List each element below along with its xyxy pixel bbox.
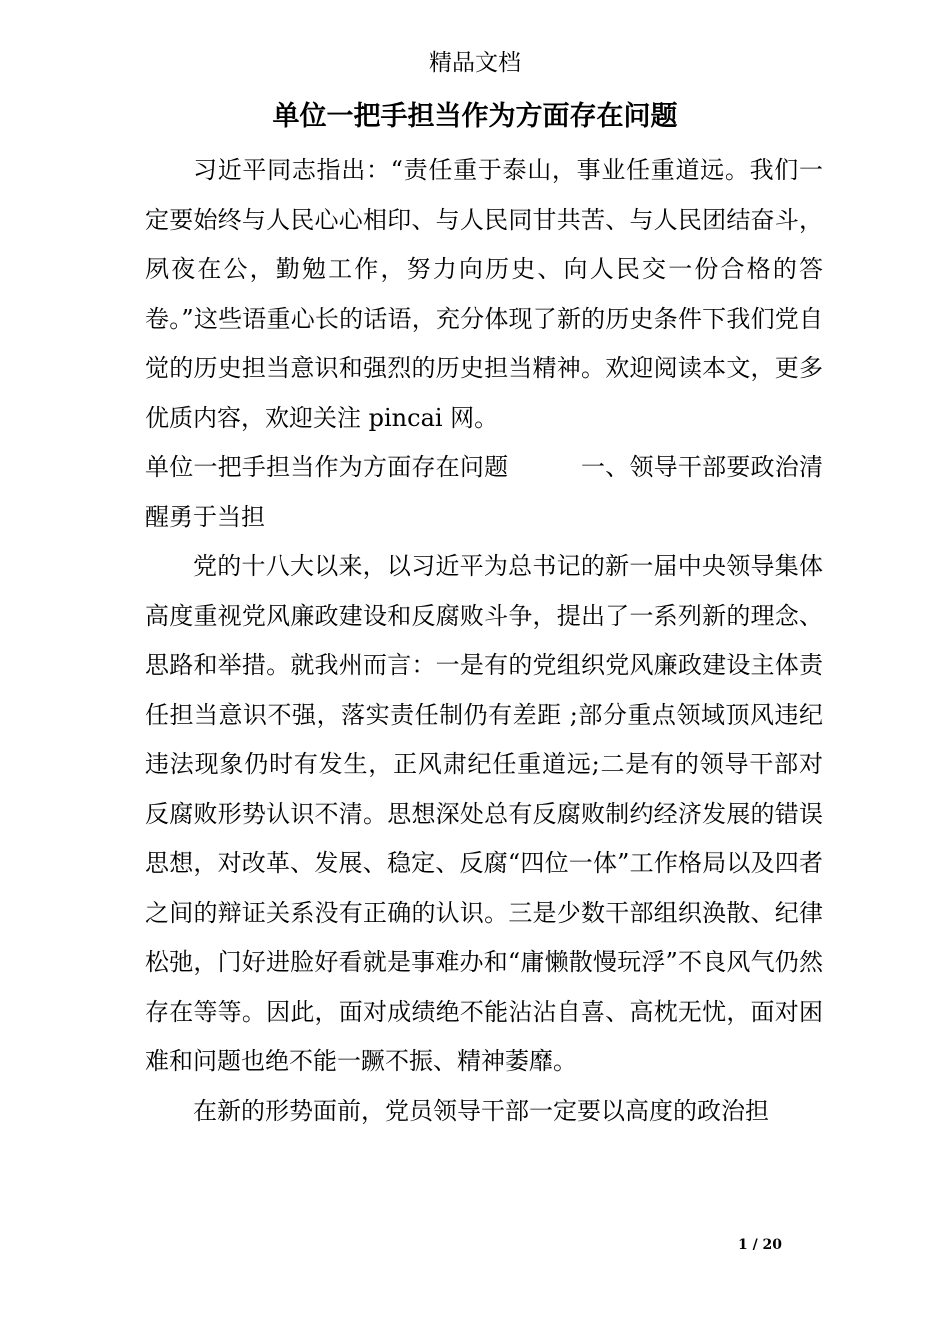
paragraph-section-heading: 单位一把手担当作为方面存在问题 一、领导干部要政治清醒勇于当担 [145,453,823,531]
paragraph-continuation: 在新的形势面前，党员领导干部一定要以高度的政治担 [193,1096,769,1125]
paragraph-main: 党的十八大以来，以习近平为总书记的新一届中央领导集体高度重视党风廉政建设和反腐败斗争，提出了一系列新的理念、思路和举措。就我州而言：一是有的党组织党风廉政建设主体责任担当意识不强，落实责任制仍有差距 ;部分重点领域顶风违纪违法现象仍时有发生，正风肃纪任重道远;二是有的领导干部对反腐败形势认识不清。思想深处总有反腐败制约经济发展的错误思想，对改革、发展、稳定、反腐“四位一体”工作格局以及四者之间的辩证关系没有正确的认识。三是少数干部组织涣散、纪律松弛，门好进脸好看就是事难办和“庸懒散慢玩浮”不良风气仍然存在等等。因此，面对成绩绝不能沾沾自喜、高枕无忧，面对困难和问题也绝不能一蹶不振、精神萎靡。 [145,552,823,1075]
document-title: 单位一把手担当作为方面存在问题 [272,101,678,132]
document-body [145,146,823,1136]
paragraph-intro: 习近平同志指出：“责任重于泰山，事业任重道远。我们一定要始终与人民心心相印、与人民同甘共苦、与人民团结奋斗，夙夜在公，勤勉工作，努力向历史、向人民交一份合格的答卷。”这些语重心长的话语，充分体现了新的历史条件下我们党自觉的历史担当意识和强烈的历史担当精神。欢迎阅读本文，更多优质内容，欢迎关注 pincai 网。 [145,156,823,432]
page-number: 1 / 20 [737,1237,783,1253]
page-header: 精品文档 [429,50,521,76]
